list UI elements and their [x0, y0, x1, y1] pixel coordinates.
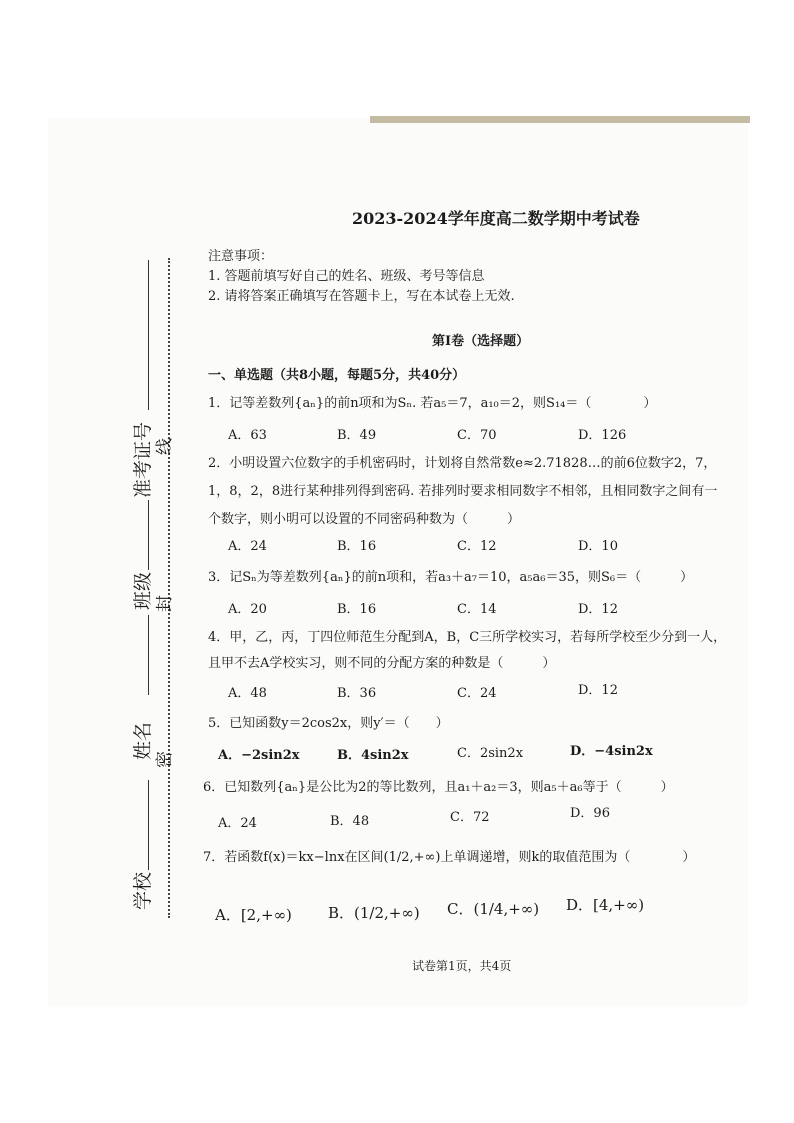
question-7-stem: 7．若函数f(x)＝kx−lnx在区间(1/2,+∞)上单调递增，则k的取值范围为（ ） [203, 850, 696, 865]
q5-option-d: D．−4sin2x [570, 744, 653, 759]
school-field-label: 学校 [132, 871, 154, 910]
scan-edge-band [370, 116, 750, 123]
notice-item-2: 2. 请将答案正确填写在答题卡上，写在本试卷上无效. [208, 289, 515, 304]
q4-option-a: A．48 [228, 686, 267, 701]
seal-dotted-line [168, 258, 170, 918]
q5-option-a: A．−2sin2x [218, 748, 300, 763]
seal-mark-mi: 密 [155, 751, 175, 768]
q1-option-b: B．49 [337, 428, 377, 443]
binding-sidebar [108, 250, 198, 930]
question-5-stem: 5．已知函数y＝2cos2x，则y′＝（ ） [208, 716, 449, 731]
volume-heading: 第Ⅰ卷（选择题） [432, 334, 530, 349]
question-3-stem: 3．记Sₙ为等差数列{aₙ}的前n项和，若a₃＋a₇＝10，a₅a₆＝35，则S₆＝（ ） [208, 570, 694, 585]
q7-option-d: D．[4,+∞) [566, 896, 645, 914]
q2-option-b: B．16 [337, 539, 377, 554]
notice-heading: 注意事项： [208, 249, 274, 264]
q3-option-c: C．14 [457, 602, 497, 617]
class-field-label: 班级 [132, 571, 154, 610]
class-underline [148, 500, 149, 570]
question-2-stem-line-3: 个数字，则小明可以设置的不同密码种数为（ ） [208, 512, 521, 527]
q4-option-b: B．36 [337, 686, 377, 701]
exam-number-underline [148, 260, 149, 410]
notice-item-1: 1. 答题前填写好自己的姓名、班级、考号等信息 [208, 269, 485, 284]
q6-option-a: A．24 [218, 816, 257, 831]
q6-option-c: C．72 [450, 810, 490, 825]
q3-option-d: D．12 [578, 602, 618, 617]
q1-option-c: C．70 [457, 428, 497, 443]
question-4-stem-line-1: 4．甲，乙，丙，丁四位师范生分配到A，B，C三所学校实习，若每所学校至少分到一人， [208, 630, 727, 645]
name-underline [148, 615, 149, 695]
q2-option-c: C．12 [457, 539, 497, 554]
exam-number-field-label: 准考证号 [132, 421, 154, 498]
q2-option-a: A．24 [228, 539, 267, 554]
q4-option-c: C．24 [457, 686, 497, 701]
q1-option-a: A．63 [228, 428, 267, 443]
seal-mark-feng: 封 [155, 595, 175, 612]
section-heading: 一、单选题（共8小题，每题5分，共40分） [208, 368, 466, 383]
q7-option-a: A．[2,+∞) [215, 906, 292, 924]
question-2-stem-line-2: 1，8，2，8进行某种排列得到密码. 若排列时要求相同数字不相邻，且相同数字之间有一 [208, 484, 718, 499]
exam-title: 2023-2024学年度高二数学期中考试卷 [352, 209, 640, 228]
question-4-stem-line-2: 且甲不去A学校实习，则不同的分配方案的种数是（ ） [208, 656, 556, 671]
q3-option-a: A．20 [228, 602, 267, 617]
q6-option-d: D．96 [570, 806, 610, 821]
q1-option-d: D．126 [578, 428, 627, 443]
name-field-label: 姓名 [132, 721, 154, 760]
q4-option-d: D．12 [578, 683, 618, 698]
question-1-stem: 1．记等差数列{aₙ}的前n项和为Sₙ. 若a₅＝7，a₁₀＝2，则S₁₄＝（ ） [208, 396, 657, 411]
q5-option-c: C．2sin2x [457, 746, 524, 761]
question-2-stem-line-1: 2．小明设置六位数字的手机密码时，计划将自然常数e≈2.71828…的前6位数字2，7， [208, 456, 717, 471]
q5-option-b: B．4sin2x [337, 748, 409, 763]
question-6-stem: 6．已知数列{aₙ}是公比为2的等比数列，且a₁＋a₂＝3，则a₅＋a₆等于（ ） [203, 780, 674, 795]
school-underline [148, 780, 149, 870]
q7-option-b: B．(1/2,+∞) [328, 904, 420, 922]
seal-mark-xian: 线 [155, 438, 175, 455]
q7-option-c: C．(1/4,+∞) [447, 900, 540, 918]
page-footer: 试卷第1页，共4页 [412, 959, 512, 973]
q2-option-d: D．10 [578, 539, 618, 554]
q3-option-b: B．16 [337, 602, 377, 617]
q6-option-b: B．48 [330, 814, 370, 829]
